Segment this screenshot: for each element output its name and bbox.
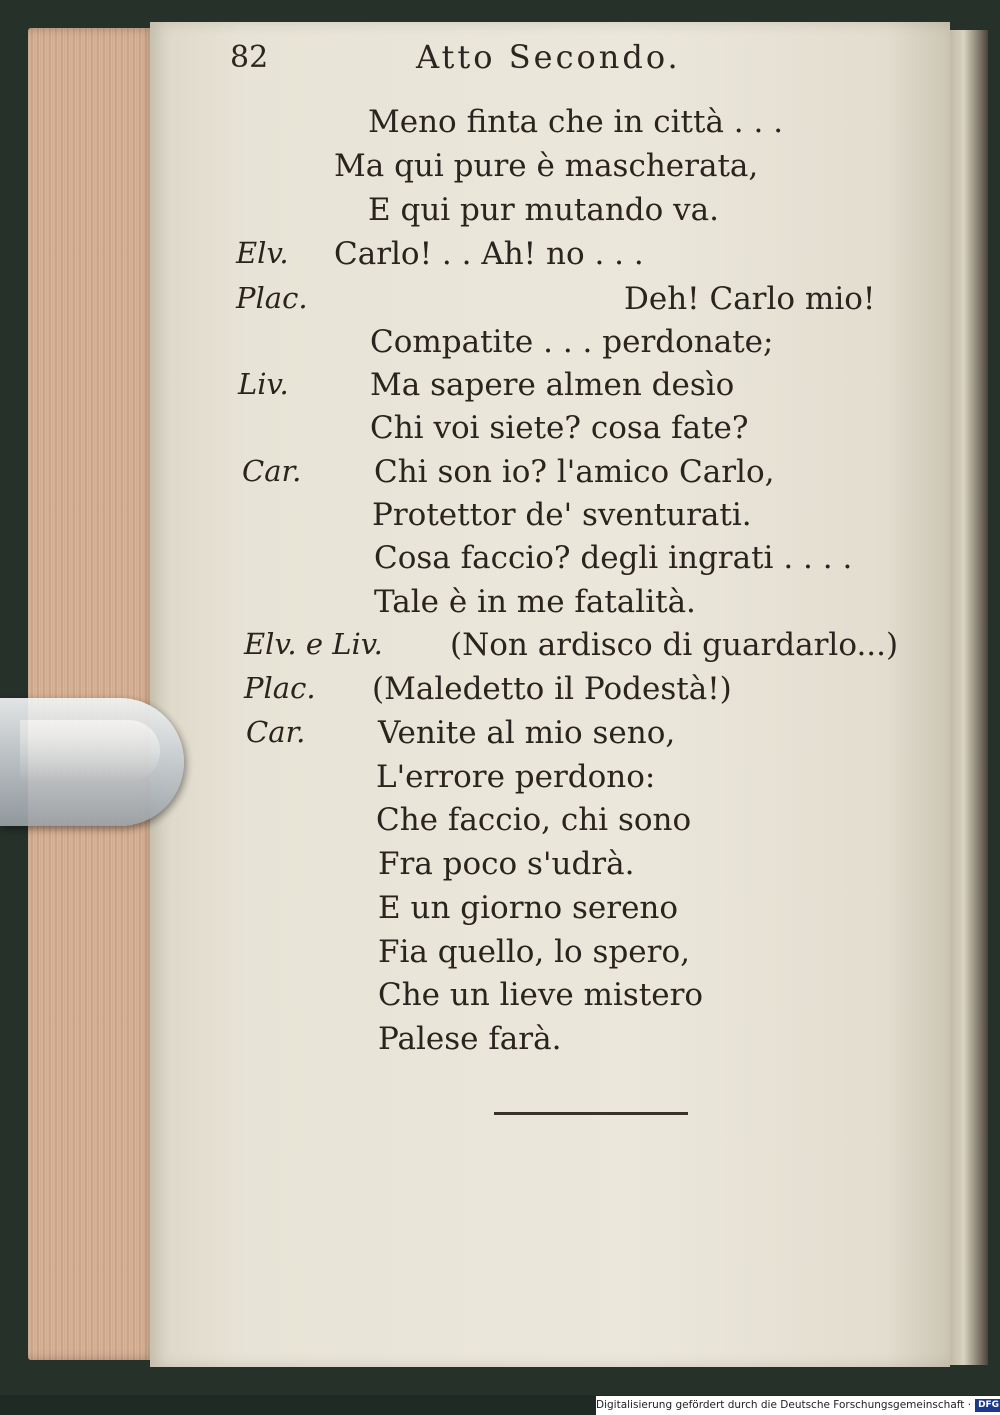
speaker-label: Car. xyxy=(246,715,306,749)
speaker-label: Liv. xyxy=(238,367,289,401)
verse-line: Chi voi siete? cosa fate? xyxy=(370,410,749,446)
page-number: 82 xyxy=(230,40,269,75)
page-header xyxy=(230,36,750,86)
verse-line: (Non ardisco di guardarlo...) xyxy=(450,627,899,663)
digitization-credit xyxy=(596,1396,1000,1415)
dfg-logo: DFG xyxy=(975,1399,1000,1412)
speaker-label: Plac. xyxy=(236,281,308,315)
verse-line: Fia quello, lo spero, xyxy=(378,934,690,970)
verse-line: Palese farà. xyxy=(378,1021,562,1057)
verse-line: Fra poco s'udrà. xyxy=(378,846,635,882)
verse-line: Ma qui pure è mascherata, xyxy=(334,148,759,184)
verse-line: L'errore perdono: xyxy=(376,759,656,795)
speaker-label: Elv. xyxy=(236,236,289,270)
verse-line: Deh! Carlo mio! xyxy=(624,281,876,317)
verse-line: Tale è in me fatalità. xyxy=(374,584,696,620)
verse-line: Chi son io? l'amico Carlo, xyxy=(374,454,775,490)
verse-line: Venite al mio seno, xyxy=(378,715,676,751)
speaker-label: Elv. e Liv. xyxy=(244,627,383,661)
book-clip-highlight xyxy=(20,720,160,782)
verse-line: Ma sapere almen desìo xyxy=(370,367,735,403)
verse-line: E qui pur mutando va. xyxy=(368,192,720,228)
speaker-label: Car. xyxy=(242,454,302,488)
credit-text: Digitalisierung gefördert durch die Deutsche Forschungsgemeinschaft · xyxy=(596,1399,972,1411)
book-page-edges xyxy=(28,28,156,1360)
verse-line: Compatite . . . perdonate; xyxy=(370,324,774,360)
running-title: Atto Secondo. xyxy=(416,38,681,76)
verse-line: Cosa faccio? degli ingrati . . . . xyxy=(374,540,853,576)
verse-line: Meno finta che in città . . . xyxy=(368,104,784,140)
verse-line: Che un lieve mistero xyxy=(378,977,704,1013)
verse-line: E un giorno sereno xyxy=(378,890,679,926)
verse-line: Carlo! . . Ah! no . . . xyxy=(334,236,644,272)
book-clip xyxy=(0,698,184,826)
speaker-label: Plac. xyxy=(244,671,316,705)
section-divider-rule xyxy=(494,1112,688,1115)
verse-line: (Maledetto il Podestà!) xyxy=(372,671,732,707)
verse-line: Che faccio, chi sono xyxy=(376,802,692,838)
book-right-edge xyxy=(948,30,988,1365)
verse-line: Protettor de' sventurati. xyxy=(372,497,752,533)
